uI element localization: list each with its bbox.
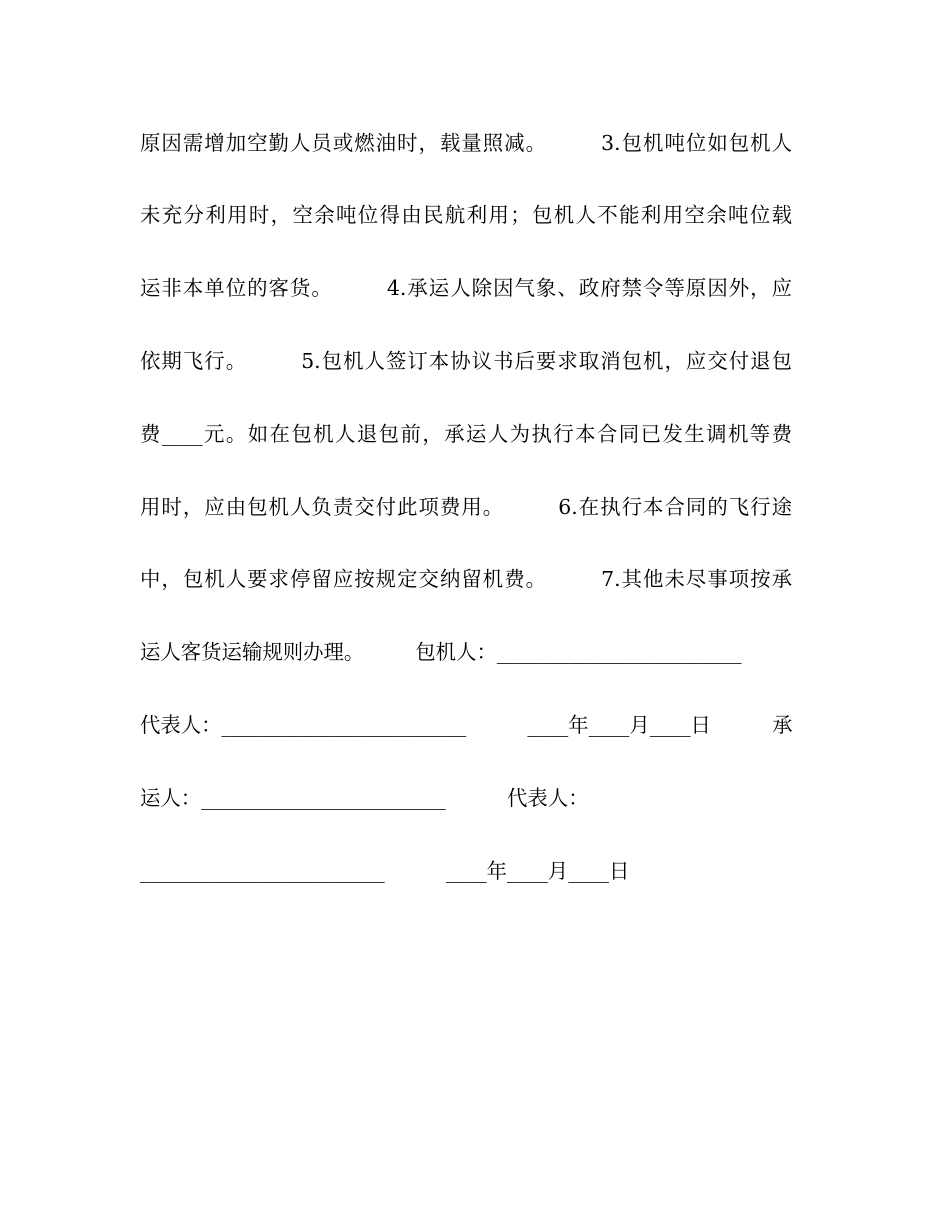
- text-line-2-content: 未充分利用时，空余吨位得由民航利用；包机人不能利用空余吨位载: [140, 203, 792, 227]
- text-line-4: [140, 346, 792, 376]
- text-line-9-representative-date: [140, 710, 792, 740]
- text-line-8-signature-charterer: [140, 637, 792, 667]
- text-line-8-content: 运人客货运输规则办理。 包机人：________________________: [140, 640, 742, 664]
- text-line-7-content: 中，包机人要求停留应按规定交纳留机费。 7.其他未尽事项按承: [140, 567, 792, 591]
- text-line-1-content: 原因需增加空勤人员或燃油时，载量照减。 3.包机吨位如包机人: [140, 131, 792, 155]
- text-line-7: [140, 564, 792, 594]
- text-line-2: [140, 200, 792, 230]
- text-line-6: [140, 492, 792, 522]
- text-line-3: [140, 273, 792, 303]
- text-line-10-carrier: [140, 783, 792, 813]
- text-line-6-content: 用时，应由包机人负责交付此项费用。 6.在执行本合同的飞行途: [140, 495, 792, 519]
- text-line-9-content: 代表人：________________________ ____年____月____日 承: [140, 713, 793, 737]
- text-line-5: [140, 419, 792, 449]
- text-line-4-content: 依期飞行。 5.包机人签订本协议书后要求取消包机，应交付退包: [140, 349, 792, 373]
- text-line-11-signature-date: [140, 856, 792, 886]
- text-line-10-content: 运人：________________________ 代表人：: [140, 786, 589, 810]
- text-line-3-content: 运非本单位的客货。 4.承运人除因气象、政府禁令等原因外，应: [140, 276, 792, 300]
- text-line-11-content: ________________________ ____年____月____日: [140, 859, 630, 883]
- text-line-5-content: 费____元。如在包机人退包前，承运人为执行本合同已发生调机等费: [140, 422, 792, 446]
- text-line-1: [140, 128, 792, 158]
